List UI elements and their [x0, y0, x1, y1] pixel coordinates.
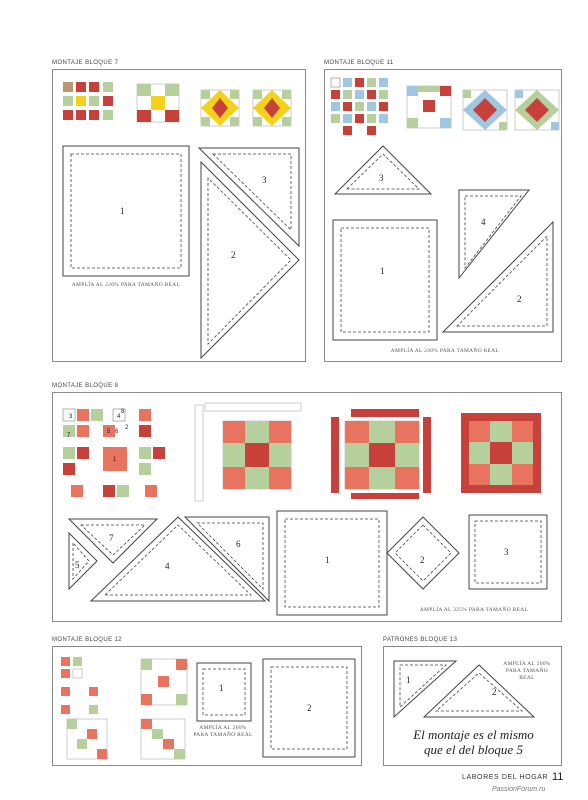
section-title-bloque-13: PATRONES BLOQUE 13: [383, 637, 458, 643]
section-title-bloque-7: MONTAJE BLOQUE 7: [52, 60, 119, 66]
bloque-12-thumb-final: [141, 719, 185, 759]
bloque-7-piece-3: 3: [262, 175, 267, 185]
bloque-13-script-line-1: El montaje es el mismo: [413, 727, 534, 742]
bloque-12-thumb-3: [67, 719, 107, 759]
bloque-11-piece-4: 4: [481, 217, 486, 227]
bloque-8-piece-1: 1: [325, 555, 330, 565]
footer-watermark: PassionForum.ru: [492, 786, 546, 793]
bloque-13-script-line-2: que el del bloque 5: [424, 742, 523, 757]
bloque-8-label-1: 1: [113, 457, 117, 463]
bloque-11-piece-1: 1: [380, 266, 385, 276]
bloque-7-thumb-joined: [137, 84, 179, 122]
bloque-13-note-line-1: AMPLÍA AL 200%: [503, 661, 551, 667]
footer-magazine-name: LABORES DEL HOGAR: [462, 774, 549, 781]
bloque-11-thumb-3: [463, 90, 507, 130]
bloque-7-thumb-final: [253, 90, 291, 126]
footer-page-number: 11: [552, 771, 564, 783]
panel-bloque-13: [383, 646, 562, 766]
bloque-12-note-line-1: AMPLÍA AL 260%: [199, 725, 247, 731]
bloque-11-thumb-exploded: [331, 78, 388, 135]
bloque-8-piece-3: 3: [504, 547, 509, 557]
bloque-13-piece-1: 1: [406, 675, 411, 685]
section-title-bloque-8: MONTAJE BLOQUE 8: [52, 383, 119, 389]
bloque-8-label-2: 2: [125, 425, 129, 431]
panel-bloque-11: [324, 69, 562, 362]
bloque-7-piece-2: 2: [231, 250, 236, 260]
bloque-8-piece-5: 5: [75, 560, 80, 570]
section-title-bloque-12: MONTAJE BLOQUE 12: [52, 637, 123, 643]
bloque-12-enlarge-note: [193, 725, 253, 739]
bloque-12-thumb-exploded: [61, 657, 98, 714]
bloque-12-note-line-2: PARA TAMAÑO REAL: [193, 732, 253, 738]
bloque-8-piece-4: 4: [165, 561, 170, 571]
bloque-8-thumb-borders: [195, 403, 301, 501]
bloque-13-note-line-2: PARA TAMAÑO: [505, 668, 549, 674]
bloque-11-diagram: [325, 70, 563, 363]
bloque-13-note-line-3: REAL: [519, 675, 535, 681]
bloque-8-label-3: 3: [69, 414, 73, 420]
bloque-11-piece-2: 2: [517, 294, 522, 304]
bloque-8-label-7: 7: [67, 433, 71, 439]
panel-bloque-7: [52, 69, 306, 362]
bloque-13-assembly-note: [388, 727, 559, 757]
bloque-8-enlarge-note: AMPLÍA AL 325% PARA TAMAÑO REAL: [419, 607, 529, 613]
bloque-12-diagram: [53, 647, 363, 767]
bloque-11-thumb-2: [407, 86, 451, 128]
bloque-12-piece-2: 2: [307, 703, 312, 713]
bloque-7-thumb-exploded: [63, 82, 113, 120]
bloque-12-thumb-2: [141, 659, 187, 705]
bloque-11-piece-3: 3: [379, 173, 384, 183]
bloque-8-label-8: 8: [121, 409, 125, 415]
bloque-8-piece-6: 6: [236, 539, 241, 549]
bloque-11-thumb-final: [515, 90, 559, 130]
bloque-8-label-5: 5: [107, 429, 111, 435]
bloque-12-piece-1: 1: [219, 683, 224, 693]
bloque-8-thumb-with-borders: [331, 409, 431, 499]
section-title-bloque-11: MONTAJE BLOQUE 11: [324, 60, 394, 66]
bloque-13-enlarge-note: [496, 661, 558, 682]
bloque-8-piece-7: 7: [109, 533, 114, 543]
bloque-7-piece-1: 1: [120, 206, 125, 216]
bloque-11-enlarge-note: AMPLÍA AL 240% PARA TAMAÑO REAL: [390, 348, 500, 354]
bloque-7-diagram: [53, 70, 307, 363]
bloque-8-diagram: [53, 393, 563, 623]
bloque-13-piece-2: 2: [492, 687, 497, 697]
bloque-7-thumb-diamond: [201, 90, 239, 126]
bloque-8-thumb-exploded: [63, 409, 165, 497]
panel-bloque-12: [52, 646, 362, 766]
bloque-8-thumb-final: [461, 413, 541, 493]
bloque-8-piece-2: 2: [420, 555, 425, 565]
panel-bloque-8: [52, 392, 562, 622]
bloque-8-label-6: 6: [115, 429, 119, 435]
bloque-7-enlarge-note: AMPLÍA AL 220% PARA TAMAÑO REAL: [71, 282, 181, 288]
bloque-8-label-4: 4: [117, 414, 121, 420]
